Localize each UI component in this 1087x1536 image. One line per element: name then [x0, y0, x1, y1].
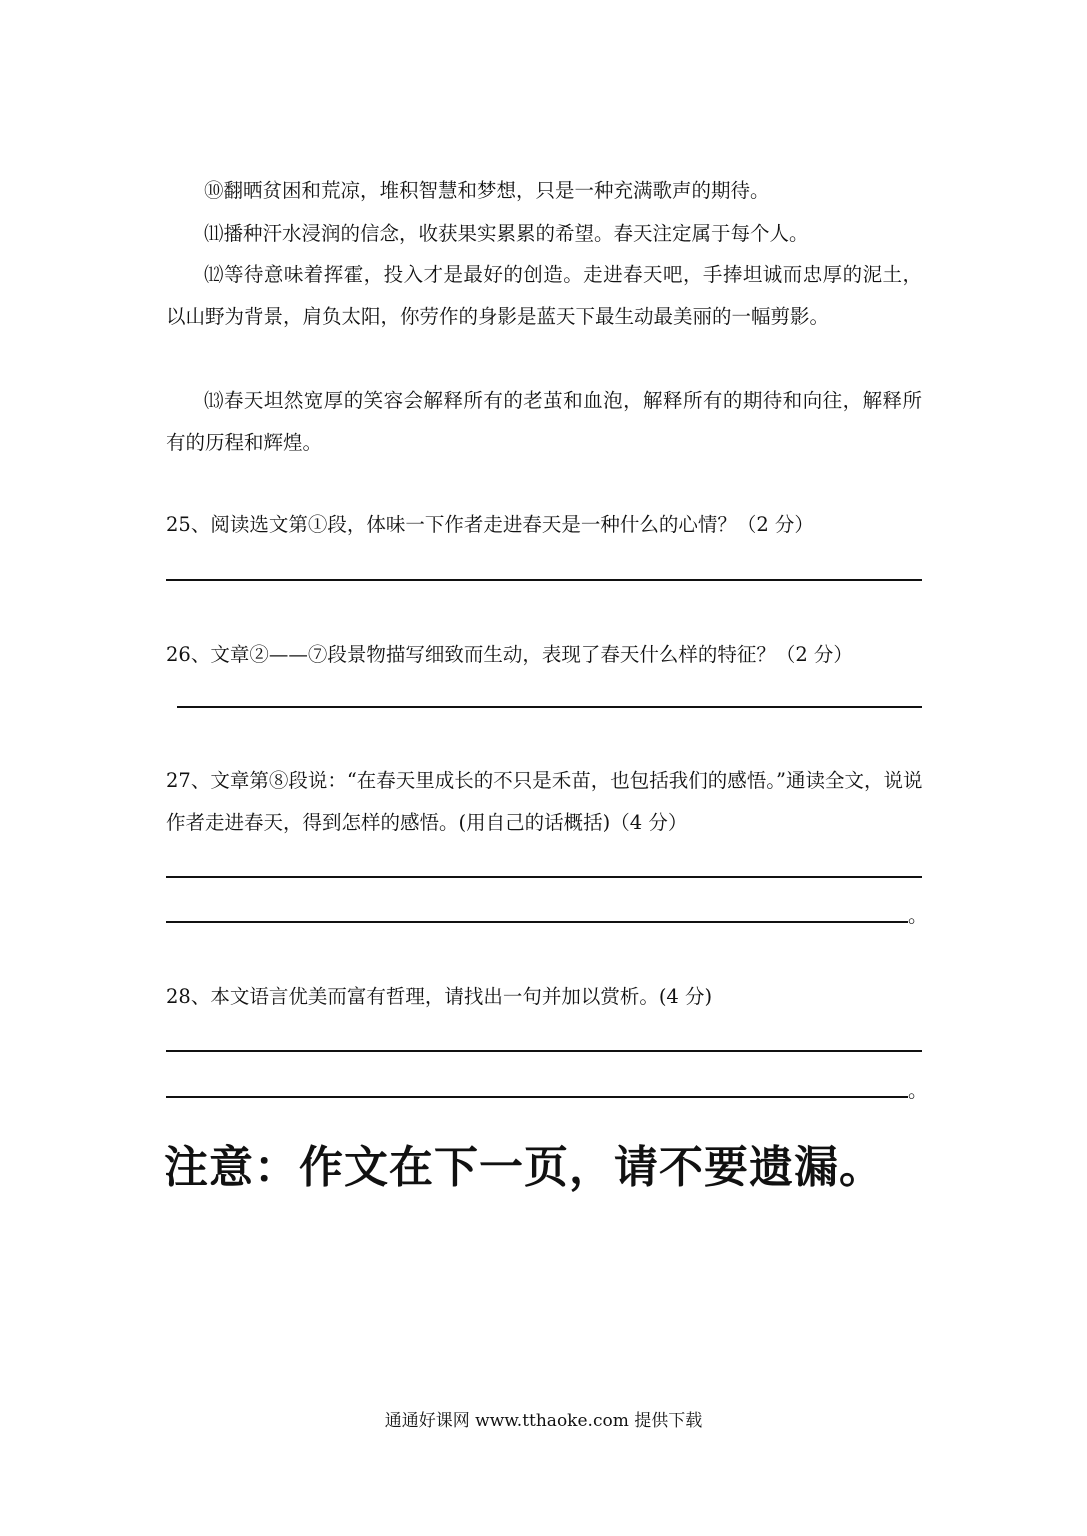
answer-line-q25[interactable]	[166, 579, 922, 581]
composition-notice: 注意：作文在下一页，请不要遗漏。	[164, 1142, 884, 1193]
passage-paragraph-13: ⒀春天坦然宽厚的笑容会解释所有的老茧和血泡，解释所有的期待和向往，解释所有的历程和辉煌。	[166, 389, 922, 454]
answer-period-q27: 。	[908, 904, 928, 927]
page-footer: 通通好课网 www.tthaoke.com 提供下载	[384, 1411, 703, 1431]
question-28: 28、本文语言优美而富有哲理，请找出一句并加以赏析。(4 分)	[166, 985, 713, 1008]
passage-paragraph-12: ⑿等待意味着挥霍，投入才是最好的创造。走进春天吧，手捧坦诚而忠厚的泥土，以山野为背景，肩负太阳，你劳作的身影是蓝天下最生动最美丽的一幅剪影。	[166, 263, 922, 328]
question-25: 25、阅读选文第①段，体味一下作者走进春天是一种什么的心情？（2 分）	[166, 513, 814, 536]
question-27: 27、文章第⑧段说：“在春天里成长的不只是禾苗，也包括我们的感悟。”通读全文，说说作者走进春天，得到怎样的感悟。(用自己的话概括)（4 分）	[166, 769, 923, 834]
passage-paragraph-10: ⑩翻晒贫困和荒凉，堆积智慧和梦想，只是一种充满歌声的期待。	[204, 179, 770, 202]
answer-line-q27-1[interactable]	[166, 876, 922, 878]
answer-line-q28-2[interactable]	[166, 1096, 908, 1098]
answer-line-q26[interactable]	[177, 706, 922, 708]
answer-line-q28-1[interactable]	[166, 1050, 922, 1052]
passage-paragraph-11: ⑾播种汗水浸润的信念，收获果实累累的希望。春天注定属于每个人。	[204, 222, 809, 245]
answer-line-q27-2[interactable]	[166, 921, 908, 923]
answer-period-q28: 。	[908, 1079, 928, 1102]
question-26: 26、文章②——⑦段景物描写细致而生动，表现了春天什么样的特征？（2 分）	[166, 643, 853, 666]
